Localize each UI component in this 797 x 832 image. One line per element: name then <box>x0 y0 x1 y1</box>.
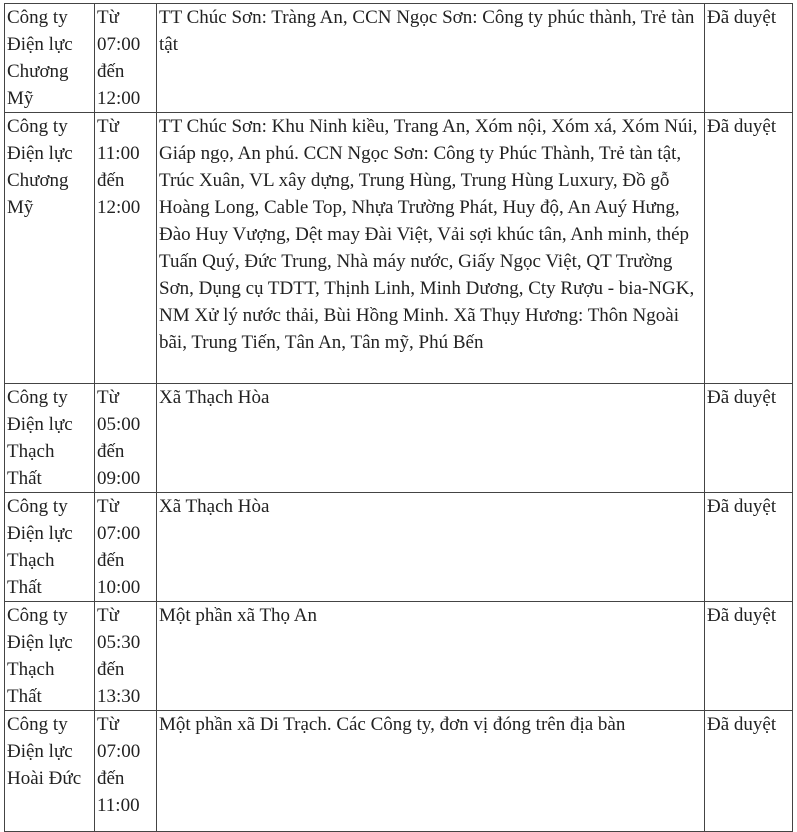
time-cell: Từ 07:00 đến 12:00 <box>95 4 157 113</box>
unit-cell: Công ty Điện lực Thạch Thất <box>5 602 95 711</box>
unit-cell: Công ty Điện lực Chương Mỹ <box>5 4 95 113</box>
unit-cell: Công ty Điện lực Thạch Thất <box>5 384 95 493</box>
unit-cell: Công ty Điện lực Thạch Thất <box>5 493 95 602</box>
time-cell: Từ 07:00 đến 11:00 <box>95 711 157 832</box>
unit-cell: Công ty Điện lực Chương Mỹ <box>5 113 95 384</box>
status-cell: Đã duyệt <box>705 113 793 384</box>
status-cell: Đã duyệt <box>705 711 793 832</box>
time-cell: Từ 05:30 đến 13:30 <box>95 602 157 711</box>
status-cell: Đã duyệt <box>705 493 793 602</box>
table-row <box>5 113 793 384</box>
table-row <box>5 4 793 113</box>
area-cell: Một phần xã Di Trạch. Các Công ty, đơn vị đóng trên địa bàn <box>157 711 705 832</box>
unit-cell: Công ty Điện lực Hoài Đức <box>5 711 95 832</box>
table-row <box>5 493 793 602</box>
time-cell: Từ 07:00 đến 10:00 <box>95 493 157 602</box>
outage-schedule-table <box>4 3 793 832</box>
status-cell: Đã duyệt <box>705 384 793 493</box>
table-row <box>5 711 793 832</box>
time-cell: Từ 05:00 đến 09:00 <box>95 384 157 493</box>
time-cell: Từ 11:00 đến 12:00 <box>95 113 157 384</box>
area-cell: Xã Thạch Hòa <box>157 493 705 602</box>
status-cell: Đã duyệt <box>705 602 793 711</box>
area-cell: Xã Thạch Hòa <box>157 384 705 493</box>
table-row <box>5 602 793 711</box>
status-cell: Đã duyệt <box>705 4 793 113</box>
area-cell: TT Chúc Sơn: Tràng An, CCN Ngọc Sơn: Công ty phúc thành, Trẻ tàn tật <box>157 4 705 113</box>
area-cell: Một phần xã Thọ An <box>157 602 705 711</box>
table-row <box>5 384 793 493</box>
area-cell: TT Chúc Sơn: Khu Ninh kiều, Trang An, Xóm nội, Xóm xá, Xóm Núi, Giáp ngọ, An phú. CCN Ngọc Sơn: Công ty Phúc Thành, Trẻ tàn tật, Trúc Xuân, VL xây dựng, Trung Hùng, Trung Hùng Luxury, Đồ gỗ Hoàng Long, Cable Top, Nhựa Trường Phát, Huy độ, An Auý Hưng, Đào Huy Vượng, Dệt may Đài Việt, Vải sợi khúc tân, Anh minh, thép Tuấn Quý, Đức Trung, Nhà máy nước, Giấy Ngọc Việt, QT Trường Sơn, Dụng cụ TDTT, Thịnh Linh, Minh Dương, Cty Rượu - bia-NGK, NM Xử lý nước thải, Bùi Hồng Minh. Xã Thụy Hương: Thôn Ngoài bãi, Trung Tiến, Tân An, Tân mỹ, Phú Bến <box>157 113 705 384</box>
